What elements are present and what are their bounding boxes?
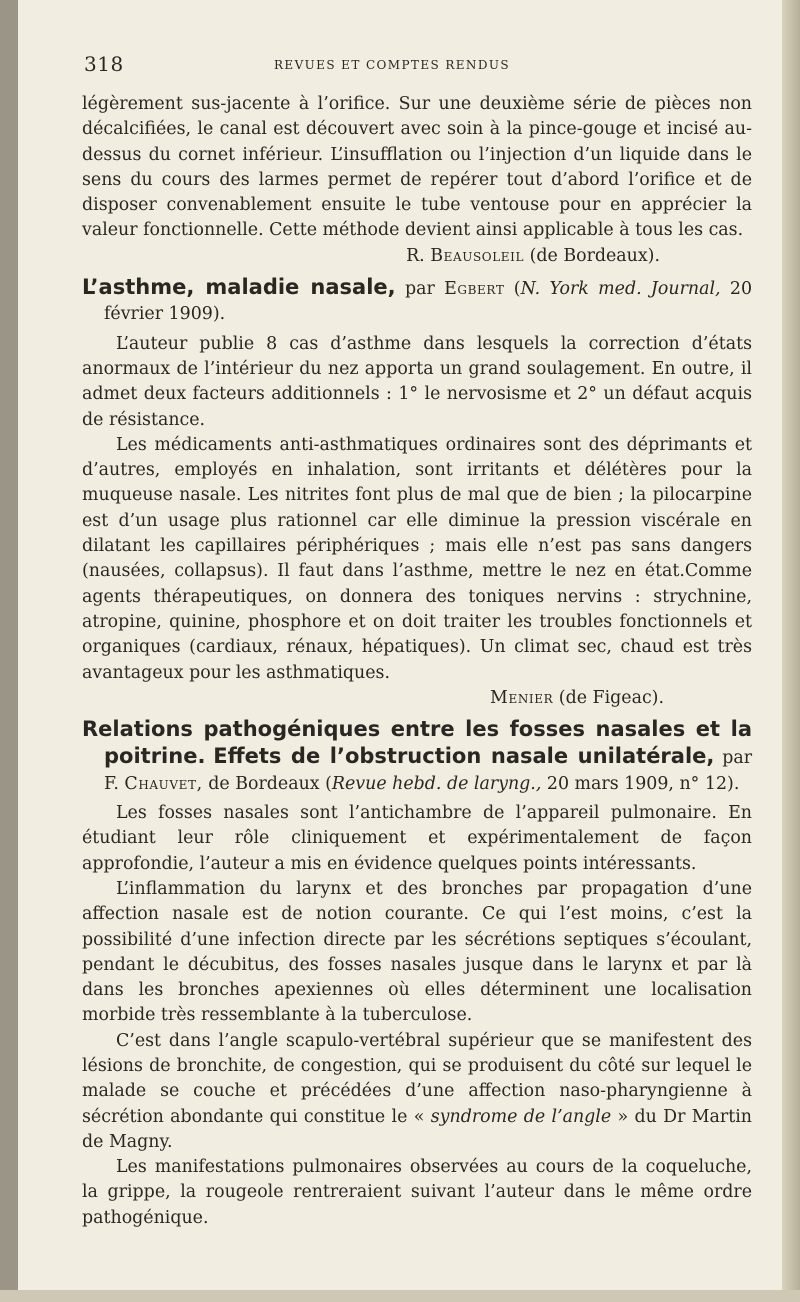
source-date: 20 mars 1909, n° 12). [546, 773, 740, 794]
article-author: Chauvet, [124, 773, 203, 794]
signature [82, 244, 752, 269]
article-heading [82, 717, 752, 797]
page-bottom-edge [0, 1290, 800, 1302]
by-label: par F. [104, 748, 753, 794]
paragraph: L’inflammation du larynx et des bronches par propagation d’une affection nasale est de notion courante. Ce qui l’est moins, c’est la possibilité d’une infection directe par les sécrétions septiques s’écoulant, pendant le décubitus, des fosses nasales jusque dans le larynx et par là dans les bronches apexiennes où elles déterminent une localisation morbide très ressemblante à la tuberculose. [82, 878, 752, 1026]
article-title: Relations pathogéniques entre les fosses nasales et la poitrine. [82, 717, 752, 769]
emphasis: syndrome de l’angle [430, 1106, 612, 1127]
paragraph [82, 1029, 752, 1155]
article-heading [82, 275, 752, 328]
paragraph: légèrement sus-jacente à l’orifice. Sur une deuxième série de pièces non décalcifiées, le canal est découvert avec soin à la pince-gouge et incisé au-dessus du cornet inférieur. L’insufflation ou l’injection d’un liquide dans le sens du cours des larmes permet de repérer tout d’abord l’orifice et de disposer convenablement ensuite le tube ventouse pour en apprécier la valeur fonctionnelle. Cette méthode devient ainsi applicable à tous les cas. [82, 94, 752, 241]
page-content [82, 92, 752, 1231]
page-edge [782, 0, 800, 1302]
paragraph: Les fosses nasales sont l’antichambre de l’appareil pulmonaire. En étudiant leur rôle cliniquement et expérimentalement de façon approfondie, l’auteur a mis en évidence quelques points intéressants. [82, 803, 752, 874]
author-origin: de Bordeaux ( [208, 773, 332, 794]
signature-name: Menier [490, 687, 554, 708]
signature-name: Beausoleil [430, 245, 525, 266]
paragraph-text: C’est dans l’angle scapulo-vertébral supérieur que se manifestent des lésions de bronchite, de congestion, qui se produisent du côté sur lequel le malade se couche et précédées d’une affection naso-pharyngienne à sécrétion abondante qui constitue le « [82, 1030, 752, 1127]
article-title: L’asthme, maladie nasale, [82, 275, 396, 300]
paragraph: Les manifestations pulmonaires observées au cours de la coqueluche, la grippe, la rougeole rentreraient suivant l’auteur dans le même ordre pathogénique. [82, 1157, 752, 1228]
signature-place: (de Figeac). [558, 687, 664, 708]
by-label: par [404, 279, 435, 300]
source-date: 20 février 1909). [104, 279, 753, 325]
journal-title: Revue hebd. de laryng., [331, 773, 542, 794]
paragraph: Les médicaments anti-asthmatiques ordinaires sont des déprimants et d’autres, employés en inhalation, sont irritants et délétères pour la muqueuse nasale. Les nitrites font plus de mal que de bien ; la pilocarpine est d’un usage plus rationnel car elle diminue la pression viscérale en dilatant les capillaires périphériques ; mais elle n’est pas sans dangers (nausées, collapsus). Il faut dans l’asthme, mettre le nez en état.Comme agents thérapeutiques, on donnera des toniques nervins : strychnine, atropine, quinine, phosphore et on doit traiter les troubles fonctionnels et organiques (cardiaux, rénaux, hépatiques). Un climat sec, chaud est très avantageux pour les asthmatiques. [82, 434, 752, 683]
page-header [84, 52, 694, 78]
running-title: REVUES ET COMPTES RENDUS [274, 58, 510, 72]
signature [82, 686, 752, 711]
paragraph-text: » du Dr Martin de Magny. [82, 1106, 752, 1152]
journal-title: N. York med. Journal, [520, 279, 721, 300]
signature-place: (de Bordeaux). [529, 245, 660, 266]
article-subtitle: Effets de l’obstruction nasale unilatérale, [213, 744, 715, 769]
page-number: 318 [84, 52, 124, 76]
article-author: Egbert [444, 279, 505, 300]
signature-initial: R. [406, 245, 425, 266]
paragraph: L’auteur publie 8 cas d’asthme dans lesquels la correction d’états anormaux de l’intérieur du nez apporta un grand soulagement. En outre, il admet deux facteurs additionnels : 1° le nervosisme et 2° un défaut acquis de résistance. [82, 333, 752, 430]
page [18, 0, 782, 1290]
source-open: ( [513, 279, 521, 300]
